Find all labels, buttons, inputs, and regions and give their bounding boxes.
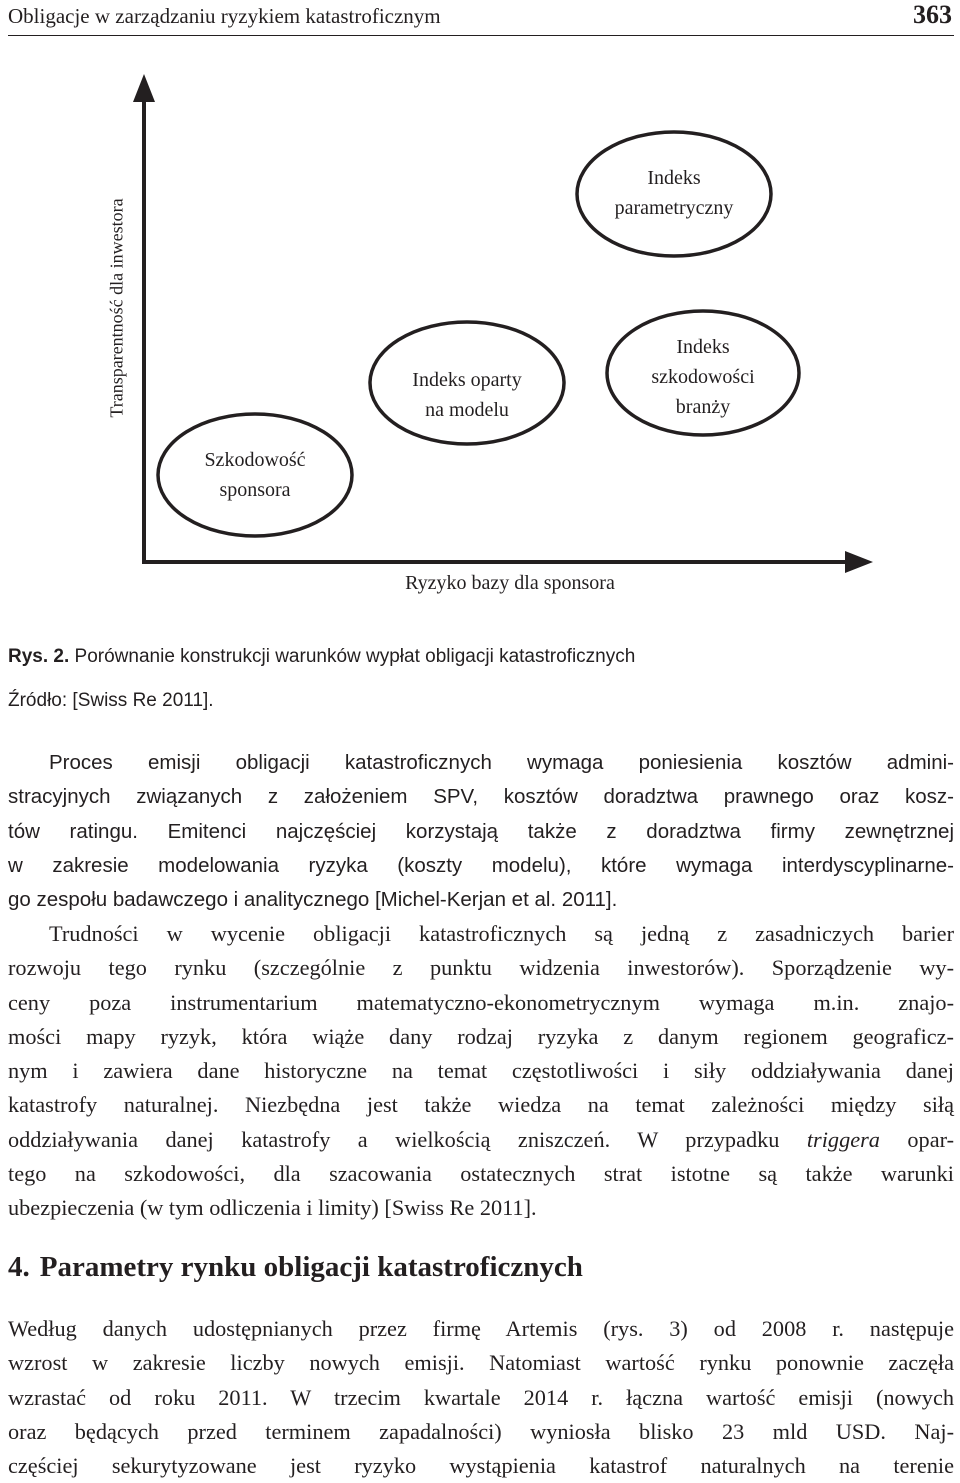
section-heading (8, 1251, 583, 1284)
italic-term: triggera (806, 1126, 880, 1152)
page-header (8, 0, 954, 36)
caption-label: Rys. 2. (8, 646, 70, 667)
text-line: mości mapy ryzyk, która wiąże dany rodzaj ryzyka z danym regionem geograficz- (8, 1023, 954, 1049)
paragraph-2 (8, 917, 954, 1226)
text-line: tego na szkodowości, dla szacowania ostatecznych strat istotne są także warunki (8, 1161, 954, 1187)
text-line: nym i zawiera dane historyczne na temat częstotliwości i siły oddziaływania danej (8, 1058, 954, 1084)
text-line: w zakresie modelowania ryzyka (koszty modelu), które wymaga interdyscyplinarne- (8, 853, 954, 877)
text-line: wzrost w zakresie liczby nowych emisji. Natomiast wartość rynku ponownie zaczęła (8, 1350, 954, 1376)
text-line: ceny poza instrumentarium matematyczno-ekonometrycznym wymaga m.in. znajo- (8, 989, 954, 1015)
paragraph-1 (8, 746, 954, 917)
node-label-line: parametryczny (614, 197, 734, 219)
text-line: stracyjnych związanych z założeniem SPV, kosztów doradztwa prawnego oraz kosz- (8, 785, 954, 809)
running-title: Obligacje w zarządzaniu ryzykiem katastroficznym (8, 4, 441, 28)
page-number: 363 (913, 0, 952, 29)
section-number: 4. (8, 1251, 30, 1283)
node-label-indeks-parametryczny (594, 163, 754, 223)
text-line: wzrastać od roku 2011. W trzecim kwartale 2014 r. łączna wartość emisji (nowych (8, 1384, 954, 1410)
figure-source: Źródło: [Swiss Re 2011]. (8, 690, 214, 711)
text-line: częściej sekurytyzowane jest ryzyko wystąpienia katastrof naturalnych na terenie (8, 1453, 954, 1479)
node-label-line: branży (675, 396, 731, 418)
node-label-line: Szkodowość (204, 449, 306, 471)
y-axis-label: Transparentność dla inwestora (106, 198, 127, 418)
text-line: katastrofy naturalnej. Niezbędna jest także wiedza na temat zależności między siłą (8, 1092, 954, 1118)
paragraph-3 (8, 1312, 954, 1483)
text-line (8, 1123, 954, 1157)
x-axis-label: Ryzyko bazy dla sponsora (405, 572, 615, 594)
node-label-line: Indeks oparty (412, 369, 522, 391)
x-axis-arrowhead (845, 551, 873, 573)
caption-text: Porównanie konstrukcji warunków wypłat obligacji katastroficznych (74, 646, 636, 667)
text-line: Trudności w wycenie obligacji katastroficznych są jedną z zasadniczych barier (49, 921, 954, 946)
text-line: oraz będących przed terminem zapadalności) wyniosła blisko 23 mld USD. Naj- (8, 1418, 954, 1444)
text-segment: oddziaływania danej katastrofy a wielkością zniszczeń. W przypadku (8, 1126, 807, 1152)
text-line: go zespołu badawczego i analitycznego [Michel-Kerjan et al. 2011]. (8, 888, 618, 912)
section-title: Parametry rynku obligacji katastroficznych (39, 1251, 583, 1283)
node-label-szkodowosc-sponsora (175, 445, 335, 505)
node-label-line: szkodowości (651, 366, 755, 388)
text-line: rozwoju tego rynku (szczególnie z punktu widzenia inwestorów). Sporządzenie wy- (8, 955, 954, 981)
node-label-line: na modelu (425, 399, 509, 421)
node-label-line: Indeks (647, 167, 701, 189)
node-label-line: sponsora (219, 479, 291, 501)
text-line: ubezpieczenia (w tym odliczenia i limity) [Swiss Re 2011]. (8, 1195, 537, 1221)
text-line: Według danych udostępnianych przez firmę Artemis (rys. 3) od 2008 r. następuje (8, 1316, 954, 1341)
node-label-line: Indeks (676, 336, 730, 358)
diagram-canvas (0, 40, 960, 600)
text-line: Proces emisji obligacji katastroficznych wymaga poniesienia kosztów admini- (49, 751, 954, 774)
text-segment: opar- (879, 1126, 954, 1152)
figure-diagram (0, 40, 960, 600)
text-line: tów ratingu. Emitenci najczęściej korzystają także z doradztwa firmy zewnętrznej (8, 819, 954, 843)
node-label-indeks-oparty (387, 365, 547, 425)
header-rule (8, 35, 954, 36)
y-axis-arrowhead (133, 74, 155, 102)
figure-caption (8, 646, 635, 668)
node-label-indeks-szkodowosci (623, 332, 783, 422)
